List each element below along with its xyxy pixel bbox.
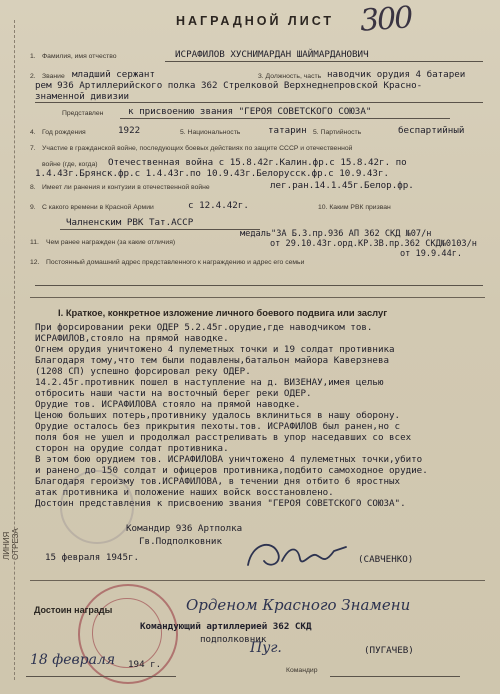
field-10-value: Чалненским РВК Тат.АССР [66,217,194,228]
field-10-label: 10. Каким РВК призван [318,204,391,211]
field-3-value-2: рем 936 Артиллерийского полка 362 Стрелковой Верхнеднепровской Красно- [35,80,423,91]
body-line: В этом бою орудием тов. ИСРАФИЛОВА уничтожено 4 пулеметных точки,убито [35,454,423,465]
body-line: Благодаря героизму тов.ИСРАФИЛОВА, в течении дня отбито 6 яростных [35,476,401,487]
field-2-label: Звание [42,73,65,80]
field-1-value: ИСРАФИЛОВ ХУСНИМАРДАН ШАЙМАРДАНОВИЧ [175,49,369,60]
body-line: сторон на орудие солдат противника. [35,443,229,454]
worthy-handwritten: Орденом Красного Знамени [186,596,411,614]
field-2-value: младший сержант [72,69,155,80]
body-line: Орудие тов. ИСРАФИЛОВА стояло на прямой наводке. [35,399,301,410]
field-1-num: 1. [30,53,36,60]
footer-year: 194 г. [128,659,162,670]
field-3-label: 3. Должность, часть [258,73,322,80]
section-heading: I. Краткое, конкретное изложение личного боевого подвига или заслуг [58,307,388,318]
field-3-line [35,102,483,103]
field-5-label: 5. Национальность [180,129,241,136]
presented-value: к присвоению звания "ГЕРОЯ СОВЕТСКОГО СОЮЗА" [128,106,372,117]
field-8-num: 8. [30,184,36,191]
body-line: поля боя не ушел и продолжал расстреливать в упор наседавших со всех [35,432,412,443]
field-1-line [165,61,483,62]
field-4-num: 4. [30,129,36,136]
field-11-num: 11. [30,239,39,246]
field-9-value: с 12.4.42г. [188,200,249,211]
body-line: 14.2.45г.противник пошел в наступление на д. ВИЗЕНАУ,имея целью [35,377,384,388]
body-line: и ранено до 150 солдат и офицеров противника,подбито самоходное орудие. [35,465,428,476]
field-1-label: Фамилия, имя отчество [42,53,117,60]
footer-rank-line: подполковник [200,634,267,645]
footer-sign-line [330,676,460,677]
body-line: атак противника и положение наших войск восстановлено. [35,487,334,498]
section-divider [30,297,485,298]
field-12-line [35,285,483,286]
field-7-value-2: 1.4.43г.Брянск.фр.с 1.4.43г.по 10.9.43г.Белорусск.фр.с 10.9.43г. [35,168,390,179]
field-2-num: 2. [30,73,36,80]
body-line: отбросить наши части на восточный берег реки ОДЕР. [35,388,312,399]
footer-date-handwritten: 18 февраля [30,652,116,668]
field-11-value-1: медаль"ЗА Б.З.пр.936 АП 362 СКД №07/н [240,229,432,239]
field-8-label: Имеет ли ранения и контузии в отечественной войне [42,184,210,191]
field-4-label: Год рождения [42,129,86,136]
field-7-label-1: Участие в гражданской войне, последующих боевых действиях по защите СССР и отечественной [42,145,353,152]
field-9-label: С какого времени в Красной Армии [42,204,154,211]
handwritten-number: 300 [358,0,413,39]
field-6-value: беспартийный [398,125,465,136]
footer-commander-line: Командующий артиллерией 362 СКД [140,621,312,632]
field-11-value-2: от 29.10.43г.орд.КР.ЗВ.пр.362 СКД№0103/н [270,239,477,249]
body-line: ИСРАФИЛОВ,стояло на прямой наводке. [35,333,229,344]
body-line: При форсировании реки ОДЕР 5.2.45г.орудие,где наводчиком тов. [35,322,373,333]
body-line: Благодаря тому,что тем были подавлены,батальон майора Каверзнева [35,355,390,366]
bottom-divider [30,580,485,581]
presented-label: Представлен [62,110,104,117]
commander-name: (САВЧЕНКО) [358,554,414,565]
presented-line [120,118,450,119]
field-3-value-3: знаменной дивизии [35,91,130,102]
field-9-num: 9. [30,204,36,211]
worthy-label: Достоин награды [34,605,113,615]
body-line: Достоин представления к присвоению звания "ГЕРОЯ СОВЕТСКОГО СОЮЗА". [35,498,406,509]
cut-line-text: ЛИНИЯ ОТРЕЗА [2,528,20,560]
field-7-label-2: войне (где, когда) [42,161,98,168]
field-6-label: 5. Партийность [313,129,362,136]
faded-stamp [60,470,134,544]
body-line: Ценою больших потерь,противнику удалось вклиниться в нашу оборону. [35,410,401,421]
footer-name: (ПУГАЧЕВ) [364,645,414,656]
body-line: Орудие осталось без прикрытия пехоты.тов. ИСРАФИЛОВ был ранен,но с [35,421,401,432]
field-11-value-3: от 19.9.44г. [400,249,463,259]
field-12-num: 12. [30,259,40,266]
footer-commander-label: Командир [286,667,318,674]
field-7-num: 7. [30,145,36,152]
page-title: НАГРАДНОЙ ЛИСТ [175,14,335,28]
field-10-line [60,229,260,230]
footer-date-line [26,676,176,677]
field-5-value: татарин [268,125,307,136]
commander-rank: Гв.Подполковник [139,536,222,547]
field-4-value: 1922 [118,125,141,136]
body-line: (1208 СП) успешно форсировал реку ОДЕР. [35,366,251,377]
cut-line-margin [0,40,20,680]
field-7-value-1: Отечественная война с 15.8.42г.Калин.фр.с 15.8.42г. по [108,157,407,168]
commander-title: Командир 936 Артполка [126,523,243,534]
body-line: Огнем орудия уничтожено 4 пулеметных точки и 19 солдат противника [35,344,395,355]
field-8-value: лег.ран.14.1.45г.Белор.фр. [270,180,414,191]
field-3-value-1: наводчик орудия 4 батареи [327,69,466,80]
field-11-label: Чем ранее награжден (за какие отличия) [46,239,176,246]
sheet-date: 15 февраля 1945г. [45,552,140,563]
cut-line [14,20,16,680]
field-12-label: Постоянный домашний адрес представленного к награждению и адрес его семьи [46,259,305,266]
footer-signature: Пуг. [250,640,282,656]
commander-signature [242,535,352,575]
